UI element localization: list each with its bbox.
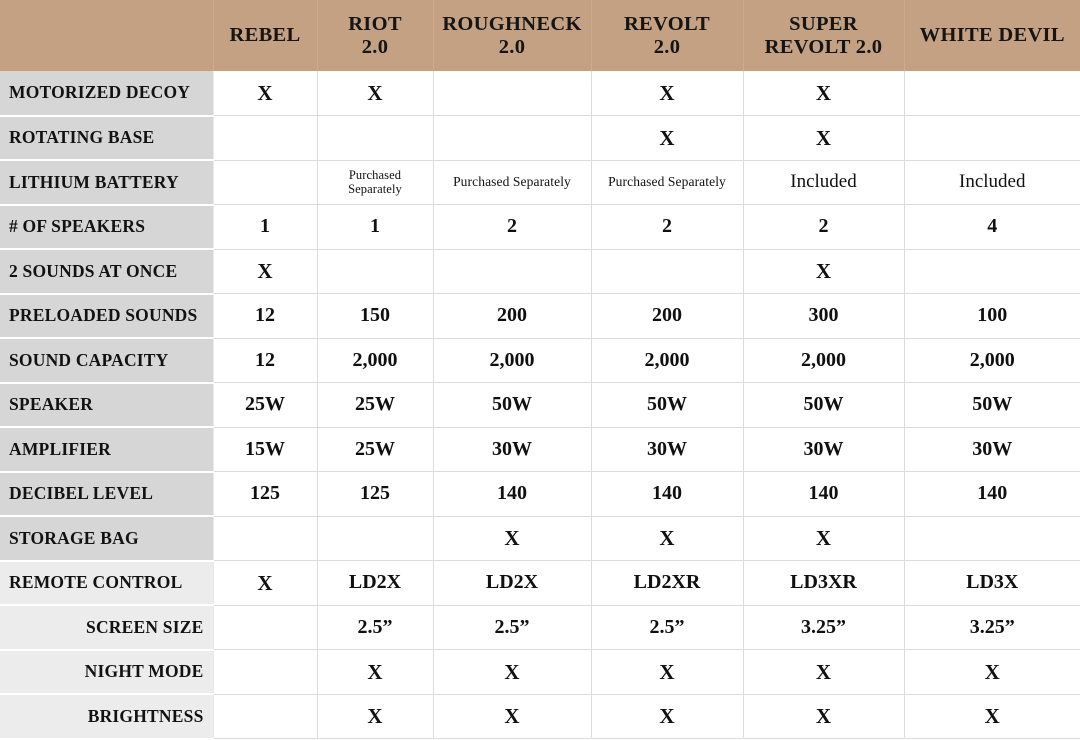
cell-screen-size-white_devil: 3.25” [904, 605, 1080, 650]
cell-decibel-level-white_devil: 140 [904, 472, 1080, 517]
row-label-of-speakers: # OF SPEAKERS [0, 205, 213, 250]
row-label-screen-size: SCREEN SIZE [0, 605, 213, 650]
cell-night-mode-white_devil: X [904, 650, 1080, 695]
cell-storage-bag-riot2 [317, 516, 433, 561]
cell-storage-bag-revolt2: X [591, 516, 743, 561]
table-header [0, 0, 1080, 71]
cell-amplifier-revolt2: 30W [591, 427, 743, 472]
cell-brightness-riot2: X [317, 694, 433, 739]
cell-amplifier-riot2: 25W [317, 427, 433, 472]
column-header-rebel: REBEL [213, 0, 317, 71]
cell-rotating-base-revolt2: X [591, 116, 743, 161]
cell-sound-capacity-roughneck2: 2,000 [433, 338, 591, 383]
cell-screen-size-riot2: 2.5” [317, 605, 433, 650]
cell-amplifier-rebel: 15W [213, 427, 317, 472]
cell-rotating-base-rebel [213, 116, 317, 161]
cell-remote-control-revolt2: LD2XR [591, 561, 743, 606]
cell-sound-capacity-riot2: 2,000 [317, 338, 433, 383]
cell-preloaded-sounds-riot2: 150 [317, 294, 433, 339]
cell-storage-bag-white_devil [904, 516, 1080, 561]
table-row [0, 516, 1080, 561]
row-label-lithium-battery: LITHIUM BATTERY [0, 160, 213, 205]
cell-lithium-battery-super_revolt2: Included [743, 160, 904, 205]
cell-remote-control-rebel: X [213, 561, 317, 606]
cell-preloaded-sounds-rebel: 12 [213, 294, 317, 339]
cell-2-sounds-at-once-revolt2 [591, 249, 743, 294]
row-label-motorized-decoy: MOTORIZED DECOY [0, 71, 213, 116]
cell-2-sounds-at-once-roughneck2 [433, 249, 591, 294]
cell-sound-capacity-rebel: 12 [213, 338, 317, 383]
table-row [0, 338, 1080, 383]
cell-remote-control-roughneck2: LD2X [433, 561, 591, 606]
cell-lithium-battery-rebel [213, 160, 317, 205]
cell-brightness-revolt2: X [591, 694, 743, 739]
cell-storage-bag-super_revolt2: X [743, 516, 904, 561]
cell-motorized-decoy-super_revolt2: X [743, 71, 904, 116]
cell-night-mode-revolt2: X [591, 650, 743, 695]
cell-night-mode-super_revolt2: X [743, 650, 904, 695]
cell-amplifier-white_devil: 30W [904, 427, 1080, 472]
cell-amplifier-roughneck2: 30W [433, 427, 591, 472]
cell-motorized-decoy-riot2: X [317, 71, 433, 116]
cell-storage-bag-roughneck2: X [433, 516, 591, 561]
cell-speaker-riot2: 25W [317, 383, 433, 428]
cell-rotating-base-roughneck2 [433, 116, 591, 161]
cell-of-speakers-white_devil: 4 [904, 205, 1080, 250]
table-row [0, 383, 1080, 428]
table-row [0, 472, 1080, 517]
cell-2-sounds-at-once-riot2 [317, 249, 433, 294]
table-row [0, 116, 1080, 161]
cell-storage-bag-rebel [213, 516, 317, 561]
cell-of-speakers-riot2: 1 [317, 205, 433, 250]
cell-motorized-decoy-revolt2: X [591, 71, 743, 116]
cell-speaker-roughneck2: 50W [433, 383, 591, 428]
row-label-speaker: SPEAKER [0, 383, 213, 428]
cell-lithium-battery-roughneck2: Purchased Separately [433, 160, 591, 205]
cell-2-sounds-at-once-super_revolt2: X [743, 249, 904, 294]
table-row [0, 427, 1080, 472]
cell-sound-capacity-white_devil: 2,000 [904, 338, 1080, 383]
table-row [0, 205, 1080, 250]
cell-sound-capacity-revolt2: 2,000 [591, 338, 743, 383]
table-row [0, 294, 1080, 339]
cell-speaker-super_revolt2: 50W [743, 383, 904, 428]
cell-speaker-rebel: 25W [213, 383, 317, 428]
cell-screen-size-rebel [213, 605, 317, 650]
cell-remote-control-super_revolt2: LD3XR [743, 561, 904, 606]
table-row [0, 605, 1080, 650]
cell-rotating-base-riot2 [317, 116, 433, 161]
cell-screen-size-roughneck2: 2.5” [433, 605, 591, 650]
column-header-riot2: RIOT 2.0 [317, 0, 433, 71]
cell-brightness-super_revolt2: X [743, 694, 904, 739]
row-label-2-sounds-at-once: 2 SOUNDS AT ONCE [0, 249, 213, 294]
cell-screen-size-revolt2: 2.5” [591, 605, 743, 650]
row-label-amplifier: AMPLIFIER [0, 427, 213, 472]
row-label-sound-capacity: SOUND CAPACITY [0, 338, 213, 383]
column-header-white-devil: WHITE DEVIL [904, 0, 1080, 71]
cell-decibel-level-roughneck2: 140 [433, 472, 591, 517]
cell-preloaded-sounds-white_devil: 100 [904, 294, 1080, 339]
row-label-storage-bag: STORAGE BAG [0, 516, 213, 561]
row-label-preloaded-sounds: PRELOADED SOUNDS [0, 294, 213, 339]
cell-sound-capacity-super_revolt2: 2,000 [743, 338, 904, 383]
cell-of-speakers-rebel: 1 [213, 205, 317, 250]
cell-decibel-level-rebel: 125 [213, 472, 317, 517]
cell-preloaded-sounds-super_revolt2: 300 [743, 294, 904, 339]
cell-rotating-base-white_devil [904, 116, 1080, 161]
row-label-decibel-level: DECIBEL LEVEL [0, 472, 213, 517]
row-label-brightness: BRIGHTNESS [0, 694, 213, 739]
cell-lithium-battery-white_devil: Included [904, 160, 1080, 205]
cell-brightness-white_devil: X [904, 694, 1080, 739]
cell-decibel-level-riot2: 125 [317, 472, 433, 517]
header-corner-cell [0, 0, 213, 71]
cell-decibel-level-revolt2: 140 [591, 472, 743, 517]
table-row [0, 650, 1080, 695]
table-row [0, 249, 1080, 294]
cell-brightness-roughneck2: X [433, 694, 591, 739]
cell-remote-control-white_devil: LD3X [904, 561, 1080, 606]
cell-of-speakers-roughneck2: 2 [433, 205, 591, 250]
header-row [0, 0, 1080, 71]
cell-lithium-battery-revolt2: Purchased Separately [591, 160, 743, 205]
cell-of-speakers-super_revolt2: 2 [743, 205, 904, 250]
cell-preloaded-sounds-revolt2: 200 [591, 294, 743, 339]
table-row [0, 160, 1080, 205]
cell-rotating-base-super_revolt2: X [743, 116, 904, 161]
cell-preloaded-sounds-roughneck2: 200 [433, 294, 591, 339]
cell-2-sounds-at-once-white_devil [904, 249, 1080, 294]
column-header-revolt2: REVOLT 2.0 [591, 0, 743, 71]
column-header-super-revolt2: SUPER REVOLT 2.0 [743, 0, 904, 71]
cell-amplifier-super_revolt2: 30W [743, 427, 904, 472]
row-label-remote-control: REMOTE CONTROL [0, 561, 213, 606]
row-label-night-mode: NIGHT MODE [0, 650, 213, 695]
cell-night-mode-roughneck2: X [433, 650, 591, 695]
row-label-rotating-base: ROTATING BASE [0, 116, 213, 161]
cell-decibel-level-super_revolt2: 140 [743, 472, 904, 517]
cell-brightness-rebel [213, 694, 317, 739]
cell-lithium-battery-riot2: Purchased Separately [317, 160, 433, 205]
cell-of-speakers-revolt2: 2 [591, 205, 743, 250]
table-row [0, 561, 1080, 606]
cell-night-mode-riot2: X [317, 650, 433, 695]
cell-motorized-decoy-rebel: X [213, 71, 317, 116]
cell-2-sounds-at-once-rebel: X [213, 249, 317, 294]
cell-screen-size-super_revolt2: 3.25” [743, 605, 904, 650]
cell-speaker-white_devil: 50W [904, 383, 1080, 428]
table-row [0, 71, 1080, 116]
column-header-roughneck2: ROUGHNECK 2.0 [433, 0, 591, 71]
cell-speaker-revolt2: 50W [591, 383, 743, 428]
cell-motorized-decoy-white_devil [904, 71, 1080, 116]
cell-motorized-decoy-roughneck2 [433, 71, 591, 116]
table-body [0, 71, 1080, 739]
cell-remote-control-riot2: LD2X [317, 561, 433, 606]
cell-night-mode-rebel [213, 650, 317, 695]
table-row [0, 694, 1080, 739]
